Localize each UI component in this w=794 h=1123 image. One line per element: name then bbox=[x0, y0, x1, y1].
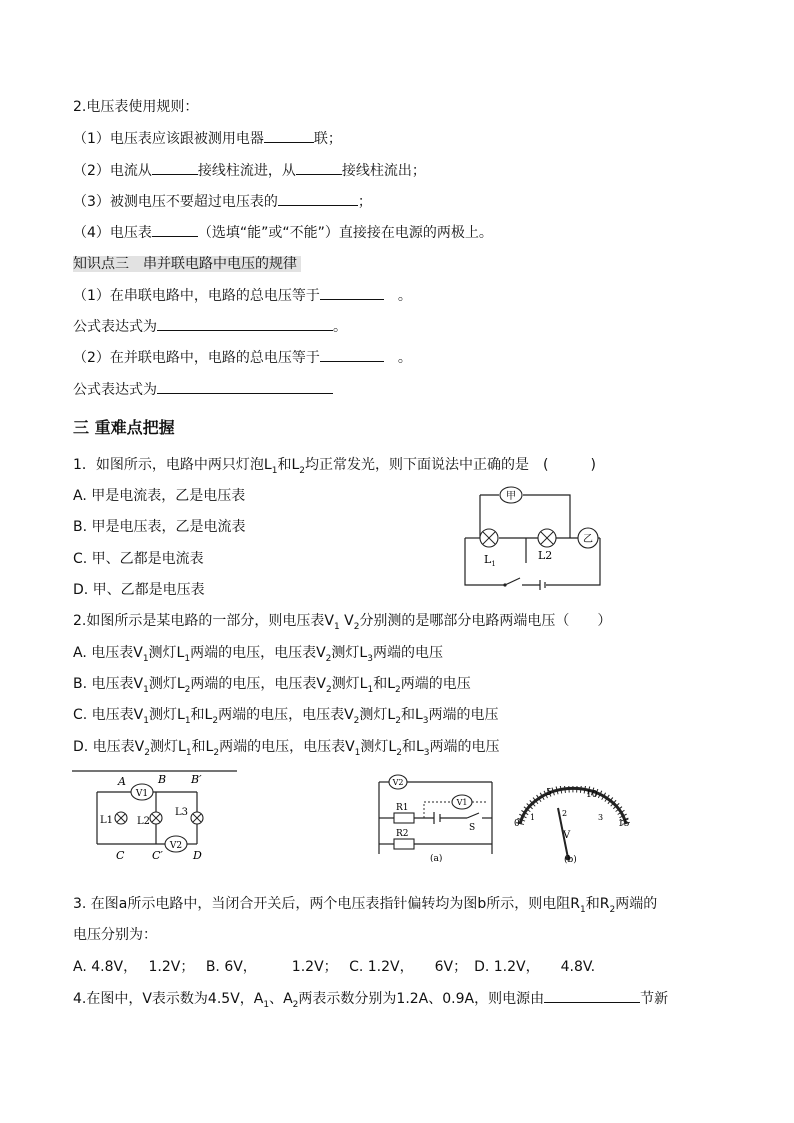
q1-option-b: B. 甲是电压表，乙是电流表 bbox=[73, 519, 246, 535]
label-l2: L2 bbox=[137, 816, 151, 827]
section-2-title: 2.电压表使用规则： bbox=[73, 99, 199, 115]
label-l1: $L_1$ bbox=[484, 553, 496, 568]
kp3-series: （1）在串联电路中，电路的总电压等于 。 bbox=[73, 285, 412, 306]
resistor-r1 bbox=[394, 813, 414, 823]
q1-option-a: A. 甲是电流表，乙是电压表 bbox=[73, 488, 246, 504]
label-l1: L1 bbox=[100, 815, 114, 826]
q2-option-b: B. 电压表$V_1$测灯$L_2$两端的电压，电压表$V_2$测灯$L_1$和$L_2$两端的电压 bbox=[73, 676, 471, 695]
node-c: C bbox=[116, 849, 125, 862]
tick-5: 5 bbox=[546, 788, 552, 798]
q2-option-a: A. 电压表$V_1$测灯$L_1$两端的电压，电压表$V_2$测灯$L_3$两端的电压 bbox=[73, 645, 443, 664]
q3-meter-b bbox=[508, 786, 632, 864]
node-d: D bbox=[193, 849, 202, 862]
question-4-stem: 4.在图中，V表示数为4.5V，$A_1$、$A_2$两表示数分别为1.2A、0.9A，则电源由 节新 bbox=[73, 988, 668, 1009]
tick-3: 3 bbox=[598, 813, 604, 822]
q3-options: A. 4.8V， 1.2V； B. 6V， 1.2V； C. 1.2V， 6V； D. 1.2V， 4.8V. bbox=[73, 959, 596, 975]
label-jia: 甲 bbox=[506, 491, 516, 502]
q1-option-c: C. 甲、乙都是电流表 bbox=[73, 551, 204, 567]
node-c-prime: C′ bbox=[152, 849, 163, 862]
resistor-r2 bbox=[394, 839, 414, 849]
label-yi: 乙 bbox=[583, 534, 593, 545]
node-a: A bbox=[118, 775, 126, 788]
q1-option-d: D. 甲、乙都是电压表 bbox=[73, 582, 205, 598]
question-3-stem-line-2: 电压分别为： bbox=[73, 927, 157, 943]
label-v: V bbox=[563, 830, 571, 841]
label-l3: L3 bbox=[175, 807, 189, 818]
q2-option-c: C. 电压表$V_1$测灯$L_1$和$L_2$两端的电压，电压表$V_2$测灯$L_2$和$L_3$两端的电压 bbox=[73, 707, 499, 726]
tick-15: 15 bbox=[618, 819, 630, 829]
tick-10: 10 bbox=[586, 790, 598, 800]
section-heading: 三 重难点把握 bbox=[73, 418, 175, 437]
node-b-prime: B′ bbox=[191, 773, 202, 786]
question-3-stem: 3. 在图a所示电路中，当闭合开关后，两个电压表指针偏转均为图b所示，则电阻$R_1$和$R_2$两端的 bbox=[73, 896, 658, 915]
label-r2: R2 bbox=[396, 829, 409, 839]
label-b: (b) bbox=[564, 855, 577, 864]
tick-2: 2 bbox=[562, 809, 568, 818]
label-a: (a) bbox=[430, 854, 443, 862]
node-b: B bbox=[158, 773, 167, 786]
label-v2: V2 bbox=[392, 778, 404, 787]
label-l2: L2 bbox=[538, 549, 553, 562]
rule-1: （1）电压表应该跟被测用电器 联； bbox=[73, 128, 342, 149]
label-v1: V1 bbox=[135, 789, 149, 799]
label-switch-s: S bbox=[469, 823, 476, 833]
label-v2: V2 bbox=[169, 841, 183, 851]
kp3-formula-1: 公式表达式为 。 bbox=[73, 316, 347, 337]
rule-4: （4）电压表 （选填“能”或“不能”）直接接在电源的两极上。 bbox=[73, 222, 493, 243]
label-v1: V1 bbox=[456, 798, 468, 807]
label-r1: R1 bbox=[396, 803, 409, 813]
question-1-stem: 1．如图所示，电路中两只灯泡$L_1$和$L_2$均正常发光，则下面说法中正确的是 ( ) bbox=[73, 457, 596, 476]
tick-0: 0 bbox=[514, 819, 520, 829]
q1-circuit-diagram bbox=[460, 485, 605, 590]
rule-3: （3）被测电压不要超过电压表的 ； bbox=[73, 191, 372, 212]
q3-circuit-a bbox=[374, 772, 498, 862]
rule-2: （2）电流从 接线柱流进，从 接线柱流出； bbox=[73, 160, 426, 181]
knowledge-point-3-title: 知识点三 串并联电路中电压的规律 bbox=[73, 254, 301, 274]
tick-1: 1 bbox=[530, 813, 536, 822]
kp3-formula-2: 公式表达式为 bbox=[73, 379, 333, 400]
q2-circuit-diagram bbox=[72, 768, 240, 864]
q2-option-d: D. 电压表$V_2$测灯$L_1$和$L_2$两端的电压，电压表$V_1$测灯$L_2$和$L_3$两端的电压 bbox=[73, 739, 500, 758]
kp3-parallel: （2）在并联电路中，电路的总电压等于 。 bbox=[73, 347, 412, 368]
question-2-stem: 2.如图所示是某电路的一部分，则电压表$V_1$ $V_2$分别测的是哪部分电路两端电压（ ） bbox=[73, 613, 612, 632]
